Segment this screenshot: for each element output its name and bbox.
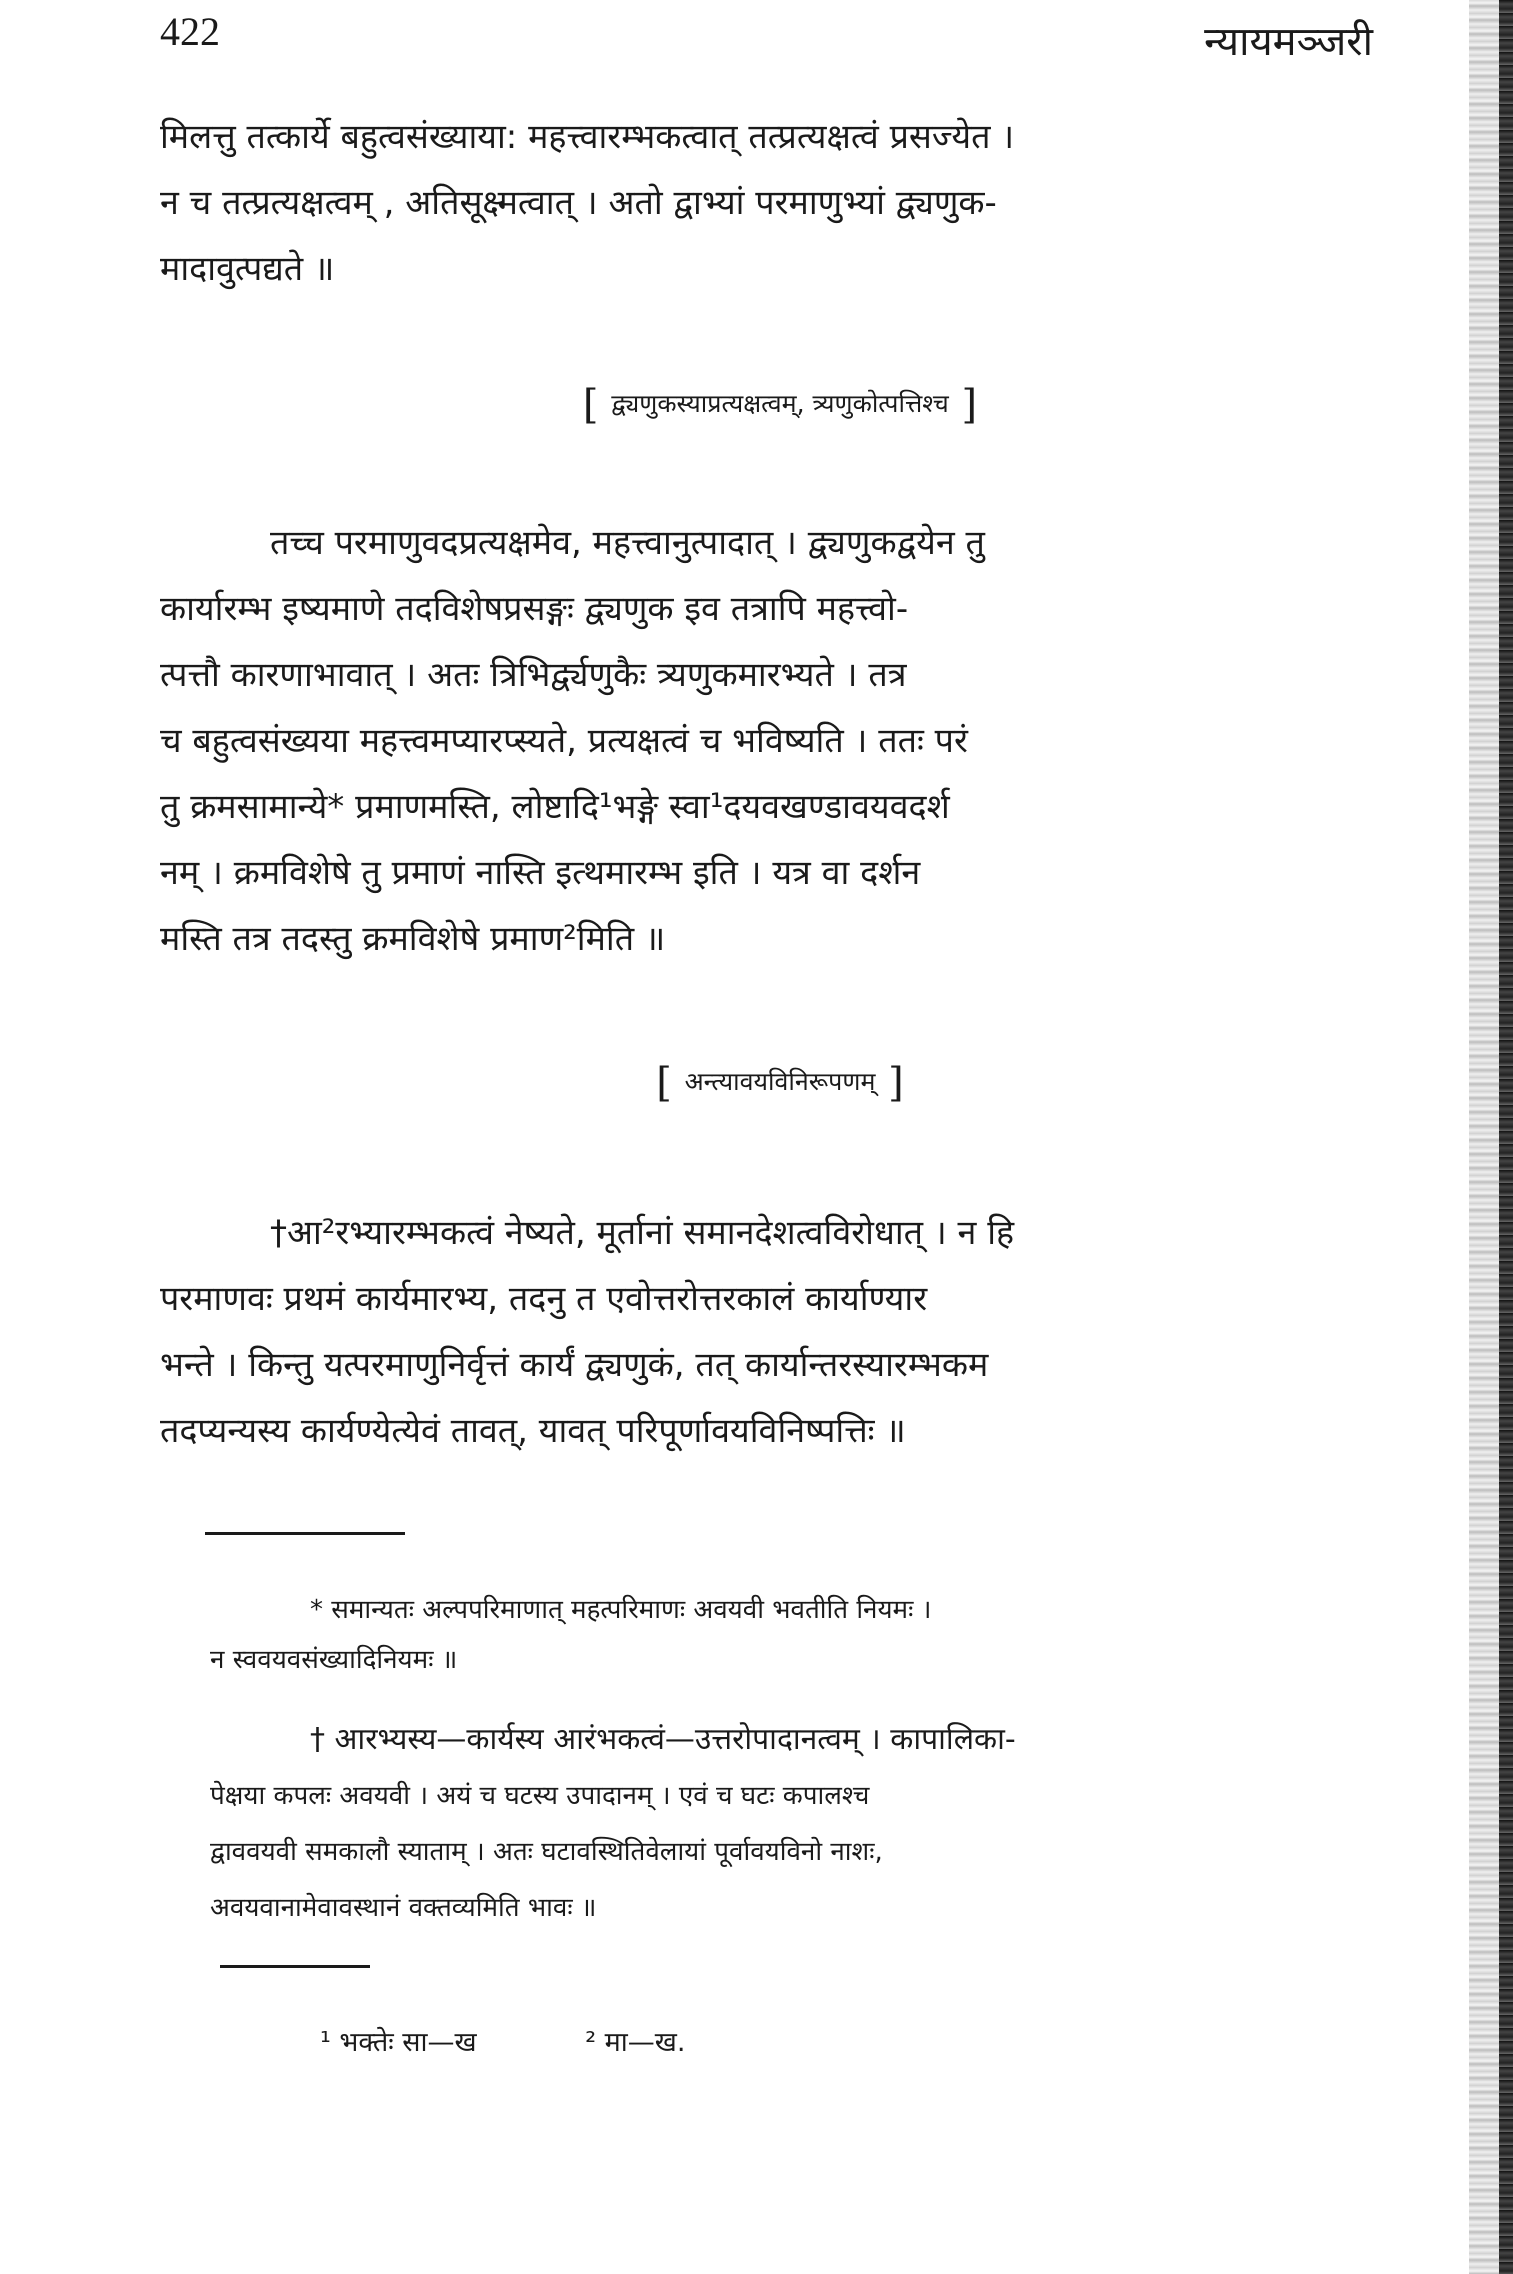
text-line: च बहुत्वसंख्यया महत्त्वमप्यारप्स्यते, प्रत्यक्षत्वं च भविष्यति । ततः परं bbox=[160, 721, 968, 761]
text-line: नम् । क्रमविशेषे तु प्रमाणं नास्ति इत्थमारम्भ इति । यत्र वा दर्शन bbox=[160, 853, 921, 893]
text-line: कार्यारम्भ इष्यमाणे तदविशेषप्रसङ्गः द्व्यणुक इव तत्रापि महत्त्वो- bbox=[160, 589, 909, 629]
text-line: तदप्यन्यस्य कार्यण्येत्येवं तावत्, यावत् परिपूर्णावयविनिष्पत्तिः ॥ bbox=[160, 1411, 906, 1451]
footnote-star bbox=[210, 1585, 1410, 1685]
footnote-divider bbox=[205, 1532, 405, 1535]
footnote-dagger bbox=[210, 1712, 1410, 1936]
text-line: मस्ति तत्र तदस्तु क्रमविशेषे प्रमाण²मिति ॥ bbox=[160, 919, 666, 959]
text-line: अवयवानामेवावस्थानं वक्तव्यमिति भावः ॥ bbox=[210, 1893, 597, 1923]
section-heading-2: [ अन्त्यावयविनिरूपणम् ] bbox=[656, 1060, 904, 1106]
variant-note: ² मा—ख. bbox=[585, 2027, 686, 2058]
section-heading-text: अन्त्यावयविनिरूपणम् bbox=[684, 1067, 876, 1096]
text-line: पेक्षया कपलः अवयवी । अयं च घटस्य उपादानम् । एवं च घटः कपालश्च bbox=[210, 1781, 870, 1811]
text-line: न च तत्प्रत्यक्षत्वम् , अतिसूक्ष्मत्वात् । अतो द्वाभ्यां परमाणुभ्यां द्व्यणुक- bbox=[160, 183, 997, 223]
section-heading-1: [ द्व्यणुकस्याप्रत्यक्षत्वम्, त्र्यणुकोत्पत्तिश्च ] bbox=[582, 382, 978, 428]
text-line: * समान्यतः अल्पपरिमाणात् महत्परिमाणः अवयवी भवतीति नियमः । bbox=[310, 1595, 932, 1625]
text-line: त्पत्तौ कारणाभावात् । अतः त्रिभिर्द्व्यणुकैः त्र्यणुकमारभ्यते । तत्र bbox=[160, 655, 907, 695]
variant-note: ¹ भक्तेः सा—ख bbox=[320, 2027, 477, 2058]
section-heading-text: द्व्यणुकस्याप्रत्यक्षत्वम्, त्र्यणुकोत्पत्तिश्च bbox=[611, 389, 949, 418]
running-title: न्यायमञ्जरी bbox=[1204, 19, 1373, 65]
paragraph-3 bbox=[160, 1200, 1400, 1464]
page-number: 422 bbox=[160, 9, 220, 54]
text-line: तु क्रमसामान्ये* प्रमाणमस्ति, लोष्टादि¹भङ्गे स्वा¹दयवखण्डावयवदर्श bbox=[160, 787, 950, 827]
text-line: न स्ववयवसंख्यादिनियमः ॥ bbox=[210, 1645, 458, 1675]
paragraph-1 bbox=[160, 104, 1400, 302]
text-line: † आरभ्यस्य—कार्यस्य आरंभकत्वं—उत्तरोपादानत्वम् । कापालिका- bbox=[310, 1722, 1016, 1757]
text-line: तच्च परमाणुवदप्रत्यक्षमेव, महत्त्वानुत्पादात् । द्व्यणुकद्वयेन तु bbox=[270, 523, 985, 563]
text-line: मादावुत्पद्यते ॥ bbox=[160, 249, 335, 289]
variant-readings bbox=[320, 2022, 785, 2059]
variants-divider bbox=[220, 1965, 370, 1968]
text-line: परमाणवः प्रथमं कार्यमारभ्य, तदनु त एवोत्तरोत्तरकालं कार्याण्यार bbox=[160, 1279, 928, 1319]
book-binding-edge bbox=[1469, 0, 1513, 2274]
text-line: †आ²रभ्यारम्भकत्वं नेष्यते, मूर्तानां समानदेशत्वविरोधात् । न हि bbox=[270, 1213, 1015, 1253]
text-line: भन्ते । किन्तु यत्परमाणुनिर्वृत्तं कार्यं द्व्यणुकं, तत् कार्यान्तरस्यारम्भकम bbox=[160, 1345, 989, 1385]
paragraph-2 bbox=[160, 510, 1400, 972]
text-line: द्वाववयवी समकालौ स्याताम् । अतः घटावस्थितिवेलायां पूर्वावयविनो नाशः, bbox=[210, 1837, 883, 1867]
text-line: मिलत्तु तत्कार्ये बहुत्वसंख्याया: महत्त्वारम्भकत्वात् तत्प्रत्यक्षत्वं प्रसज्येत । bbox=[160, 117, 1015, 157]
